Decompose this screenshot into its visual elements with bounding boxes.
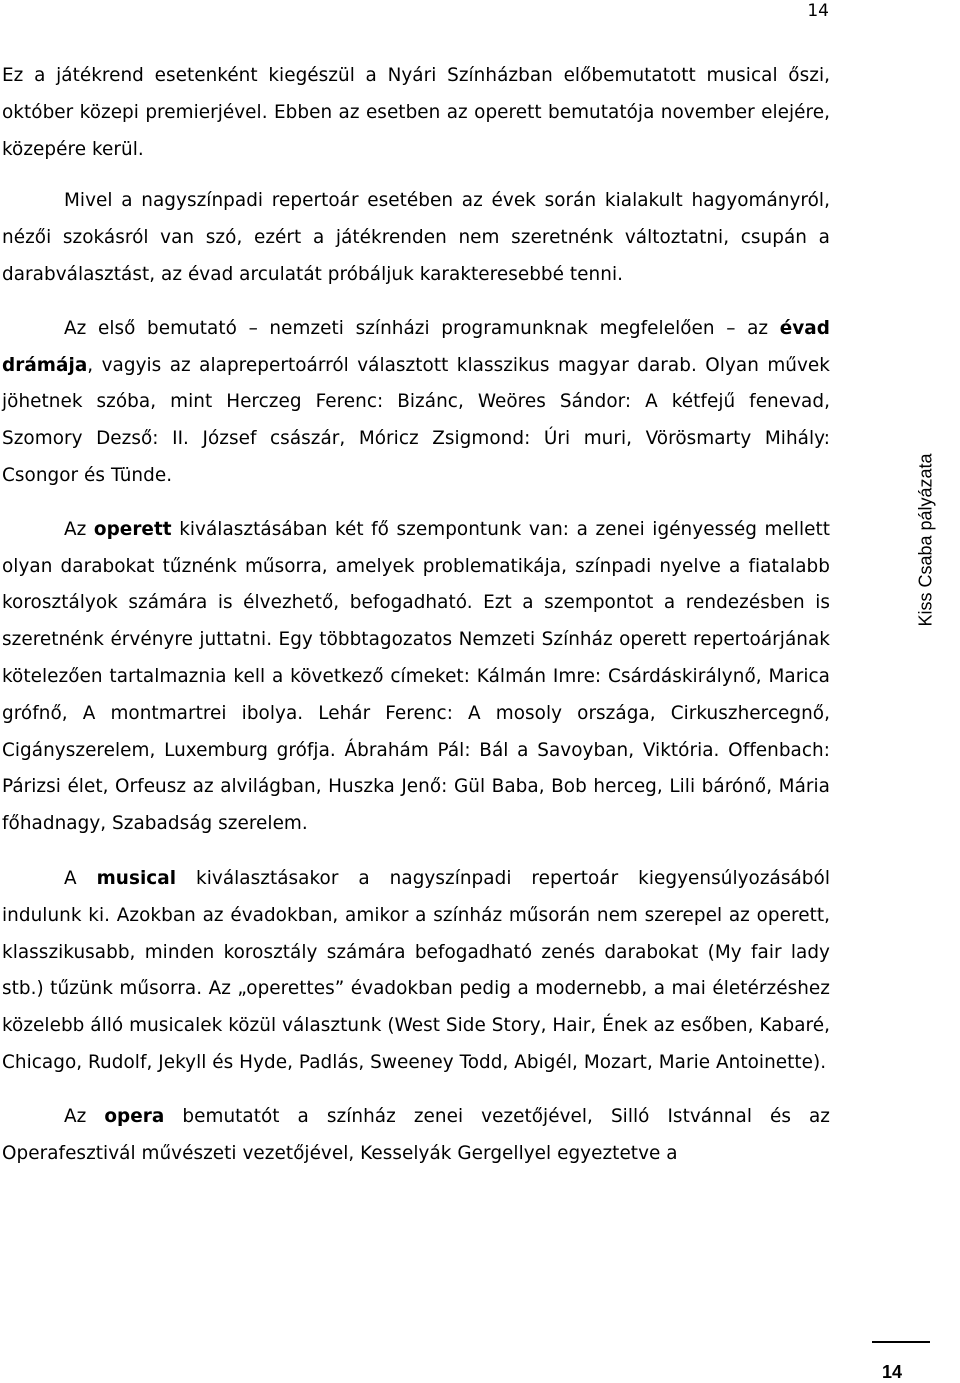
paragraph-3 xyxy=(2,311,830,495)
paragraph-5 xyxy=(2,861,830,1082)
paragraph-6-emphasis: opera xyxy=(104,1105,165,1127)
page-number-top: 14 xyxy=(807,1,829,21)
paragraph-2: Mivel a nagyszínpadi repertoár esetében az évek során kialakult hagyományról, nézői szokásról van szó, ezért a játékrenden nem szeretnénk változtatni, csupán a darabválasztást, az évad arculatát próbáljuk karakteresebbé tenni. xyxy=(2,190,830,285)
paragraph-6 xyxy=(2,1099,830,1173)
document-body xyxy=(2,58,830,1172)
paragraph-4-text-b: kiválasztásában két fő szempontunk van: a zenei igényesség mellett olyan darabokat tűznénk műsorra, amelyek problematikája, színpadi nyelve a fiatalabb korosztályok számára is élvezhető, befogadható. Ezt a szempontot a rendezésben is szeretnénk érvényre juttatni. Egy többtagozatos Nemzeti Színház operett repertoárjának kötelezően tartalmaznia kell a következő címeket: Kálmán Imre: Csárdáskirálynő, Marica grófnő, A montmartrei ibolya. Lehár Ferenc: A mosoly országa, Cirkuszhercegnő, Cigányszerelem, Luxemburg grófja. Ábrahám Pál: Bál a Savoyban, Viktória. Offenbach: Párizsi élet, Orfeusz az alvilágban, Huszka Jenő: Gül Baba, Bob herceg, Lili bárónő, Mária főhadnagy, Szabadság szerelem. xyxy=(2,518,830,835)
paragraph-6-text-a: Az xyxy=(64,1105,105,1127)
paragraph-1: Ez a játékrend esetenként kiegészül a Nyári Színházban előbemutatott musical őszi, október közepi premierjével. Ebben az esetben az operett bemutatója november elejére, közepére kerül. xyxy=(2,65,830,160)
paragraph-5-emphasis: musical xyxy=(96,867,177,889)
paragraph-6-text-b: bemutatót a színház zenei vezetőjével, Silló Istvánnal és az Operafesztivál művészeti vezetőjével, Kesselyák Gergellyel egyeztetve a xyxy=(2,1105,831,1164)
paragraph-4-emphasis: operett xyxy=(93,518,172,540)
paragraph-3-emphasis: évad drámája xyxy=(2,317,830,376)
paragraph-3-text-a: Az első bemutató – nemzeti színházi programunknak megfelelően – az xyxy=(64,317,780,339)
paragraph-4 xyxy=(2,512,830,843)
sidebar-author-label: Kiss Csaba pályázata xyxy=(915,453,936,627)
paragraph-5-text-a: A xyxy=(64,867,97,889)
paragraph-3-text-b: , vagyis az alaprepertoárról választott klasszikus magyar darab. Olyan művek jöhetnek szóba, mint Herczeg Ferenc: Bizánc, Weöres Sándor: A kétfejű fenevad, Szomory Dezső: II. József császár, Móricz Zsigmond: Úri muri, Vörösmarty Mihály: Csongor és Tünde. xyxy=(2,354,830,486)
paragraph-4-text-a: Az xyxy=(64,518,94,540)
footer-divider xyxy=(872,1341,930,1343)
page-number-bottom: 14 xyxy=(882,1362,903,1382)
paragraph-5-text-b: kiválasztásakor a nagyszínpadi repertoár kiegyensúlyozásából indulunk ki. Azokban az évadokban, amikor a színház műsorán nem szerepel az operett, klasszikusabb, minden korosztály számára befogadható zenés darabokat (My fair lady stb.) tűzünk műsorra. Az „operettes” évadokban pedig a modernebb, a mai életérzéshez közelebb álló musicalek közül választunk (West Side Story, Hair, Ének az esőben, Kabaré, Chicago, Rudolf, Jekyll és Hyde, Padlás, Sweeney Todd, Abigél, Mozart, Marie Antoinette). xyxy=(2,867,830,1073)
